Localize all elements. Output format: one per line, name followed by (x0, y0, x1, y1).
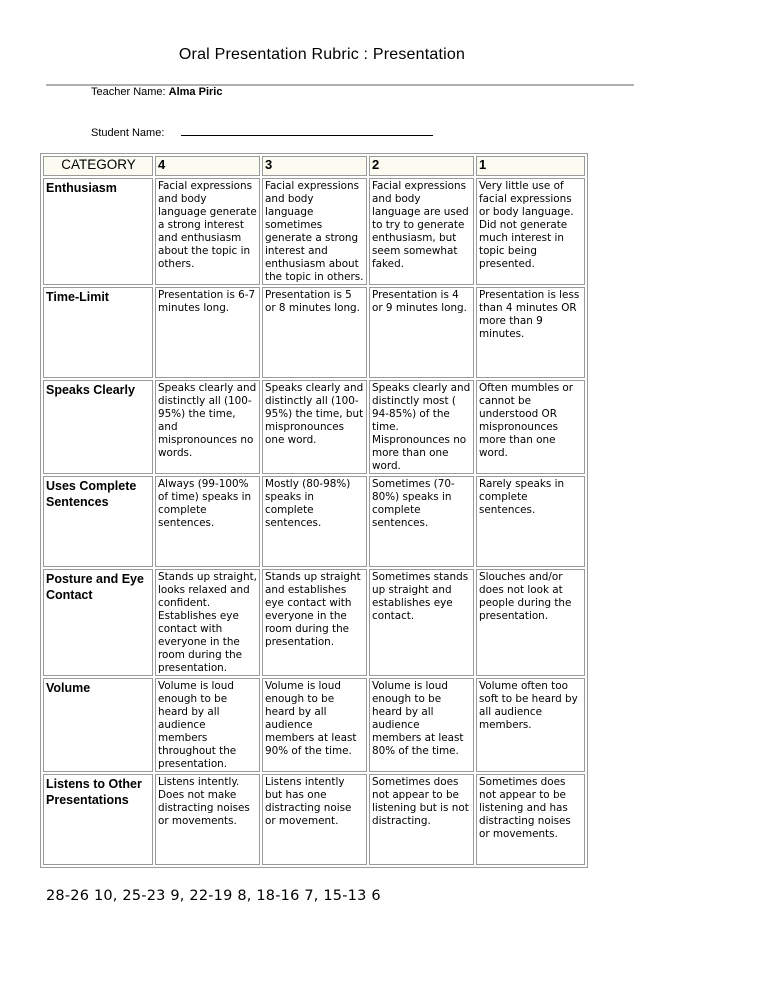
rubric-cell-level-2: Sometimes stands up straight and establishes eye contact. (369, 569, 474, 676)
rubric-cell-level-4: Always (99-100% of time) speaks in complete sentences. (155, 476, 260, 567)
row-category: Volume (43, 678, 153, 772)
table-row (43, 476, 585, 567)
rubric-cell-level-1: Sometimes does not appear to be listening and has distracting noises or movements. (476, 774, 585, 865)
rubric-cell-level-1: Often mumbles or cannot be understood OR mispronounces more than one word. (476, 380, 585, 474)
rubric-table (40, 153, 588, 868)
table-row (43, 380, 585, 474)
rubric-cell-level-2: Speaks clearly and distinctly most ( 94-85%) of the time. Mispronounces no more than one word. (369, 380, 474, 474)
rubric-cell-level-4: Speaks clearly and distinctly all (100-95%) the time, and mispronounces no words. (155, 380, 260, 474)
rubric-cell-level-4: Volume is loud enough to be heard by all audience members throughout the presentation. (155, 678, 260, 772)
score-scale: 28-26 10, 25-23 9, 22-19 8, 18-16 7, 15-13 6 (46, 888, 381, 904)
row-category: Speaks Clearly (43, 380, 153, 474)
rubric-cell-level-4: Facial expressions and body language generate a strong interest and enthusiasm about the topic in others. (155, 178, 260, 285)
rubric-cell-level-4: Stands up straight, looks relaxed and confident. Establishes eye contact with everyone in the room during the presentation. (155, 569, 260, 676)
rubric-cell-level-4: Presentation is 6-7 minutes long. (155, 287, 260, 378)
teacher-name: Alma Piric (168, 86, 223, 98)
table-row (43, 774, 585, 865)
rubric-cell-level-3: Presentation is 5 or 8 minutes long. (262, 287, 367, 378)
rubric-cell-level-2: Sometimes (70-80%) speaks in complete sentences. (369, 476, 474, 567)
rubric-cell-level-3: Volume is loud enough to be heard by all audience members at least 90% of the time. (262, 678, 367, 772)
student-name-blank (181, 125, 433, 136)
rubric-cell-level-3: Speaks clearly and distinctly all (100-95%) the time, but mispronounces one word. (262, 380, 367, 474)
table-header-row (43, 156, 585, 176)
student-label: Student Name: (91, 127, 165, 139)
table-row (43, 287, 585, 378)
rubric-cell-level-3: Mostly (80-98%) speaks in complete sentences. (262, 476, 367, 567)
rubric-cell-level-4: Listens intently. Does not make distracting noises or movements. (155, 774, 260, 865)
row-category: Enthusiasm (43, 178, 153, 285)
header-level-3: 3 (262, 156, 367, 176)
teacher-label: Teacher Name: (91, 86, 166, 98)
rubric-cell-level-3: Facial expressions and body language sometimes generate a strong interest and enthusiasm about the topic in others. (262, 178, 367, 285)
rubric-cell-level-2: Sometimes does not appear to be listening but is not distracting. (369, 774, 474, 865)
student-line (91, 125, 433, 139)
row-category: Posture and Eye Contact (43, 569, 153, 676)
header-category: CATEGORY (43, 156, 153, 176)
header-level-4: 4 (155, 156, 260, 176)
rubric-cell-level-2: Volume is loud enough to be heard by all audience members at least 80% of the time. (369, 678, 474, 772)
rubric-cell-level-1: Presentation is less than 4 minutes OR more than 9 minutes. (476, 287, 585, 378)
header-level-2: 2 (369, 156, 474, 176)
rubric-cell-level-1: Slouches and/or does not look at people during the presentation. (476, 569, 585, 676)
row-category: Listens to Other Presentations (43, 774, 153, 865)
rubric-cell-level-3: Stands up straight and establishes eye contact with everyone in the room during the presentation. (262, 569, 367, 676)
rubric-cell-level-1: Volume often too soft to be heard by all audience members. (476, 678, 585, 772)
row-category: Time-Limit (43, 287, 153, 378)
rubric-cell-level-3: Listens intently but has one distracting noise or movement. (262, 774, 367, 865)
rubric-cell-level-1: Very little use of facial expressions or body language. Did not generate much interest in topic being presented. (476, 178, 585, 285)
teacher-line (91, 86, 222, 98)
header-level-1: 1 (476, 156, 585, 176)
row-category: Uses Complete Sentences (43, 476, 153, 567)
rubric-cell-level-1: Rarely speaks in complete sentences. (476, 476, 585, 567)
table-row (43, 678, 585, 772)
page-title: Oral Presentation Rubric : Presentation (178, 46, 466, 63)
rubric-cell-level-2: Presentation is 4 or 9 minutes long. (369, 287, 474, 378)
table-row (43, 569, 585, 676)
rubric-cell-level-2: Facial expressions and body language are used to try to generate enthusiasm, but seem somewhat faked. (369, 178, 474, 285)
table-row (43, 178, 585, 285)
